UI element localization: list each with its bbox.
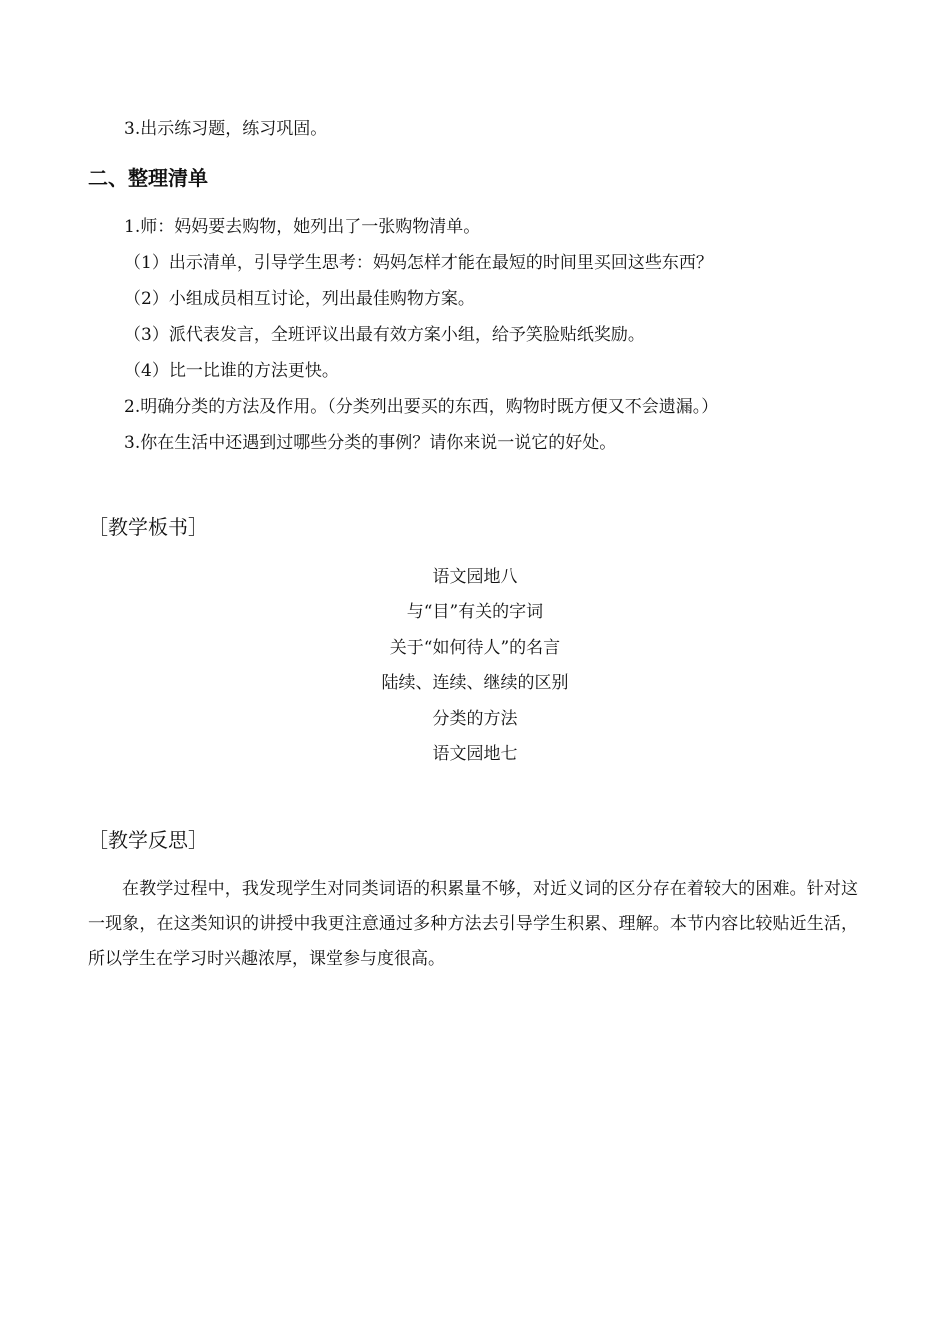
practice-step-text: 3.出示练习题，练习巩固。	[124, 119, 328, 139]
list-item: 2.明确分类的方法及作用。（分类列出要买的东西，购物时既方便又不会遗漏。）	[124, 397, 719, 417]
blackboard-line: 分类的方法	[432, 709, 518, 729]
blackboard-line: 语文园地七	[432, 744, 518, 764]
list-item: （2）小组成员相互讨论，列出最佳购物方案。	[124, 289, 475, 309]
reflection-paragraph: 在教学过程中，我发现学生对同类词语的积累量不够，对近义词的区分存在着较大的困难。针对这一现象，在这类知识的讲授中我更注意通过多种方法去引导学生积累、理解。本节内容比较贴近生活，所以学生在学习时兴趣浓厚，课堂参与度很高。	[88, 879, 858, 969]
blackboard-line: 与“目”有关的字词	[406, 602, 544, 622]
blackboard-line: 陆续、连续、继续的区别	[381, 673, 569, 693]
list-item: （3）派代表发言，全班评议出最有效方案小组，给予笑脸贴纸奖励。	[124, 325, 645, 345]
list-item: 3.你在生活中还遇到过哪些分类的事例？请你来说一说它的好处。	[124, 433, 617, 453]
blackboard-line: 关于“如何待人”的名言	[389, 638, 561, 658]
list-item: （4）比一比谁的方法更快。	[124, 361, 339, 381]
reflection-title: ［教学反思］	[88, 828, 208, 852]
section-heading-organize-list: 二、整理清单	[88, 166, 208, 190]
blackboard-line: 语文园地八	[432, 567, 518, 587]
list-item: （1）出示清单，引导学生思考：妈妈怎样才能在最短的时间里买回这些东西？	[124, 253, 713, 273]
blackboard-title: ［教学板书］	[88, 515, 208, 539]
list-item: 1.师：妈妈要去购物，她列出了一张购物清单。	[124, 217, 481, 237]
